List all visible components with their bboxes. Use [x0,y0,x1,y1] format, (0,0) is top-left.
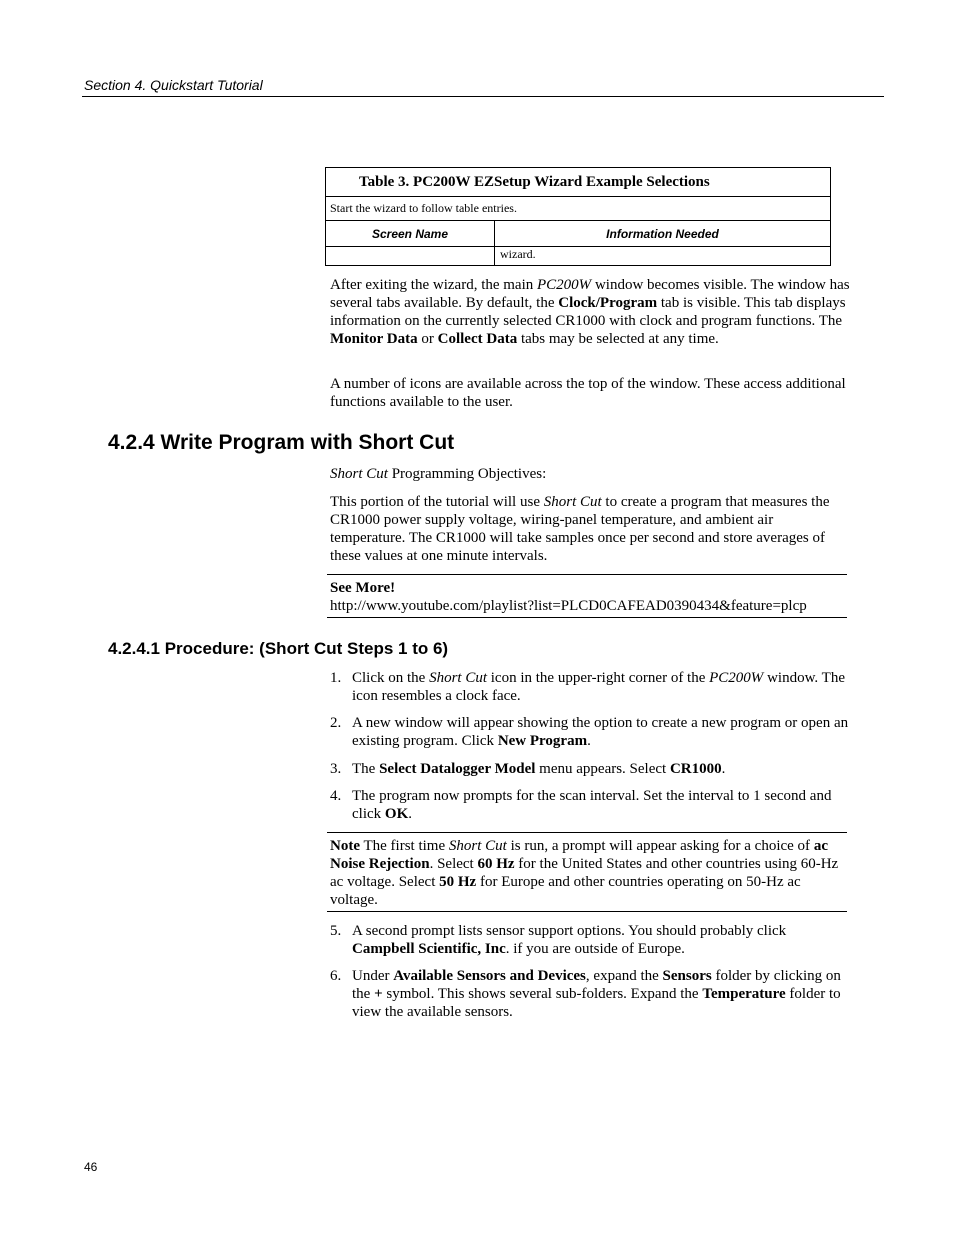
header-rule [82,96,884,97]
running-header: Section 4. Quickstart Tutorial [84,77,263,93]
subsection-heading-4-2-4-1: 4.2.4.1 Procedure: (Short Cut Steps 1 to 6) [108,639,449,658]
see-more-link[interactable]: http://www.youtube.com/playlist?list=PLCD0CAFEAD0390434&feature=plcp [330,598,807,614]
step-text: Click on the Short Cut icon in the upper-right corner of the PC200W window. The icon resembles a clock face. [352,670,845,704]
see-more-box [327,574,847,618]
see-more-title: See More! [330,580,396,596]
table-cell-empty [326,247,495,266]
step-number: 2. [330,715,342,731]
note-text: Note The first time Short Cut is run, a prompt will appear asking for a choice of ac Noise Rejection. Select 60 Hz for the United States and other countries using 60-Hz ac voltage. Select 50 Hz for Europe and other countries operating on 50-Hz ac voltage. [330,838,839,908]
table-header-information-needed: Information Needed [495,221,831,247]
note-box [327,832,847,912]
list-item [330,787,850,823]
paragraph-icons: A number of icons are available across the top of the window. These access additional functions available to the user. [330,376,846,410]
table-caption: Table 3. PC200W EZSetup Wizard Example Selections [326,168,831,197]
step-text: Under Available Sensors and Devices, expand the Sensors folder by clicking on the + symbol. This shows several sub-folders. Expand the Temperature folder to view the available sensors. [352,968,841,1020]
table-header-screen-name: Screen Name [326,221,495,247]
table-note: Start the wizard to follow table entries. [326,197,831,221]
step-text: A second prompt lists sensor support options. You should probably click Campbell Scientific, Inc. if you are outside of Europe. [352,923,787,957]
step-number: 5. [330,923,342,939]
list-item [330,714,850,750]
step-number: 1. [330,670,342,686]
step-number: 6. [330,968,342,984]
step-text: A new window will appear showing the option to create a new program or open an existing program. Click New Program. [352,715,849,749]
ezsetup-table [325,167,831,266]
table-cell: wizard. [495,247,831,266]
step-text: The program now prompts for the scan interval. Set the interval to 1 second and click OK. [352,788,832,822]
list-item [330,922,850,958]
paragraph-after-wizard: After exiting the wizard, the main PC200W window becomes visible. The window has several tabs available. By default, the Clock/Program tab is visible. This tab displays information on the currently selected CR1000 with clock and program functions. The Monitor Data or Collect Data tabs may be selected at any time. [330,277,850,347]
section-heading-4-2-4: 4.2.4 Write Program with Short Cut [108,431,455,454]
step-number: 3. [330,761,342,777]
paragraph-objectives: Short Cut Programming Objectives: [330,466,547,482]
step-text: The Select Datalogger Model menu appears. Select CR1000. [352,761,726,777]
list-item [330,760,850,778]
step-number: 4. [330,788,342,804]
paragraph-tutorial-description: This portion of the tutorial will use Short Cut to create a program that measures the CR1000 power supply voltage, wiring-panel temperature, and ambient air temperature. The CR1000 will take samples once per second and store averages of these values at one minute intervals. [330,494,830,564]
list-item [330,967,850,1021]
table-row [326,247,831,266]
list-item [330,669,850,705]
page-number: 46 [84,1160,98,1174]
